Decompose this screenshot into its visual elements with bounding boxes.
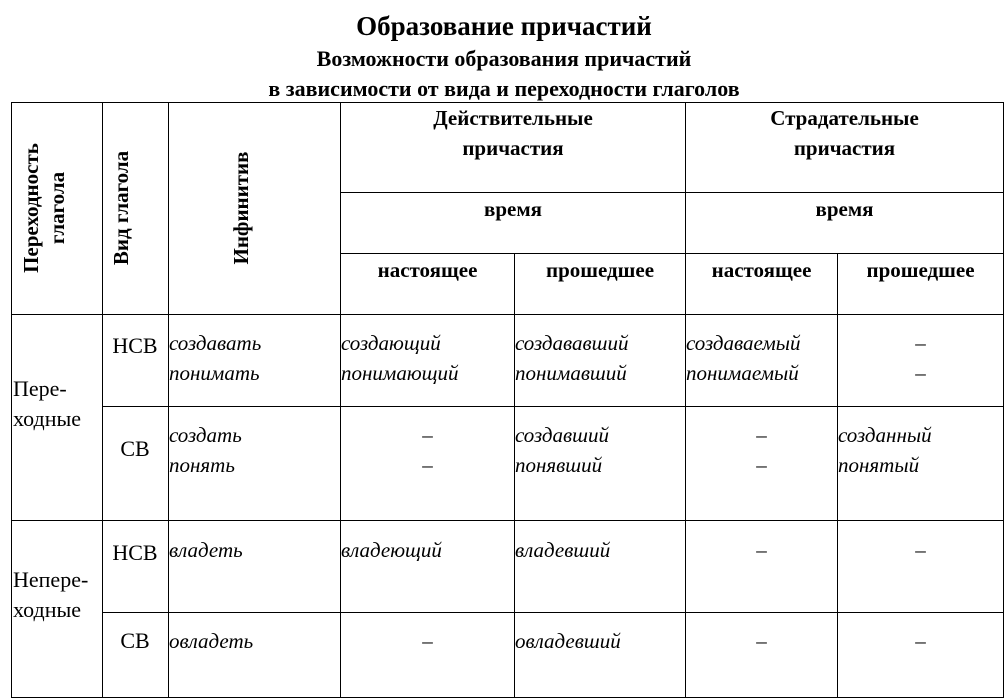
infinitive-cell: создать понять — [169, 423, 242, 477]
group-transitive: Пере- ходные — [13, 376, 82, 431]
passive-past-dash: – — [915, 361, 926, 385]
row-aspect: СВ — [120, 436, 150, 461]
infinitive-cell: создавать понимать — [169, 331, 262, 385]
active-present-cell: создающий понимающий — [341, 331, 459, 385]
row-aspect: НСВ — [112, 540, 158, 565]
page-title: Образование причастий — [356, 11, 652, 41]
header-time-passive: время — [815, 197, 874, 221]
header-present-passive: настоящее — [711, 258, 812, 282]
active-present-cell: владеющий — [341, 538, 442, 562]
passive-past-cell: созданный понятый — [838, 423, 932, 477]
passive-present-dash: – — [756, 453, 767, 477]
active-past-cell: создававший понимавший — [515, 331, 629, 385]
header-past-active: прошедшее — [545, 258, 655, 282]
header-infinitive: Инфинитив — [229, 151, 253, 265]
header-present-active: настоящее — [377, 258, 478, 282]
page-subtitle: Возможности образования причастий — [316, 46, 692, 71]
passive-present-dash: – — [756, 629, 767, 653]
header-active-participles: Действительные причастия — [433, 106, 593, 160]
row-aspect: НСВ — [112, 333, 158, 358]
group-intransitive: Непере- ходные — [13, 567, 89, 622]
passive-present-cell: создаваемый понимаемый — [686, 331, 801, 385]
passive-present-dash: – — [756, 538, 767, 562]
passive-past-dash: – — [915, 629, 926, 653]
active-present-dash: – — [422, 453, 433, 477]
header-transitivity: Переходность глагола — [19, 143, 69, 273]
infinitive-cell: владеть — [169, 538, 243, 562]
passive-present-dash: – — [756, 423, 767, 447]
active-past-cell: создавший понявший — [515, 423, 610, 477]
passive-past-dash: – — [915, 538, 926, 562]
active-past-cell: владевший — [515, 538, 611, 562]
passive-past-dash: – — [915, 331, 926, 355]
active-present-dash: – — [422, 423, 433, 447]
infinitive-cell: овладеть — [169, 629, 254, 653]
row-aspect: СВ — [120, 628, 150, 653]
active-present-dash: – — [422, 629, 433, 653]
header-passive-participles: Страдательные причастия — [770, 106, 919, 160]
header-past-passive: прошедшее — [866, 258, 975, 282]
active-past-cell: овладевший — [515, 629, 621, 653]
header-aspect: Вид глагола — [109, 150, 133, 266]
header-time-active: время — [483, 197, 542, 221]
page-subtitle-line2: в зависимости от вида и переходности глаголов — [268, 76, 740, 101]
